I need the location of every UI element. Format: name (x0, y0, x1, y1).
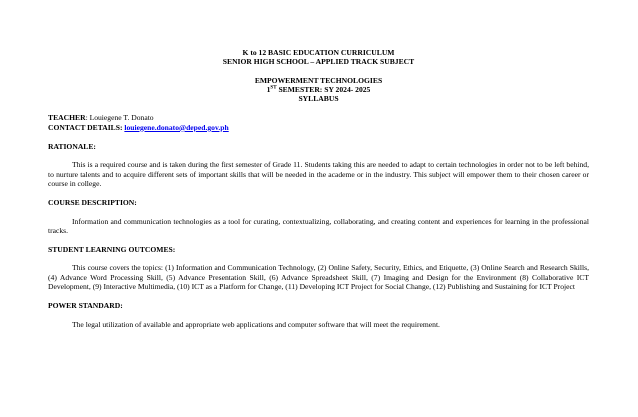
power-standard-text: The legal utilization of available and appropriate web applications and computer software that will meet the requirement. (72, 319, 440, 329)
teacher-name: : Louiegene T. Donato (85, 113, 154, 123)
header-syllabus: SYLLABUS (298, 94, 339, 104)
teacher-info (48, 113, 589, 132)
rationale-text: This is a required course and is taken during the first semester of Grade 11. Students taking this are needed to adapt to certain technologies in order not to be left behind, to nurture talents and to acquire different sets of important skills that will be needed in the academe or in the industry. This subject will empower them to their chosen career or course in college. (48, 160, 589, 188)
course-description-heading: COURSE DESCRIPTION: (48, 198, 137, 208)
rationale-heading: RATIONALE: (48, 142, 96, 152)
power-standard-heading: POWER STANDARD: (48, 301, 123, 311)
course-description-text: Information and communication technologies as a tool for curating, contextualizing, collaborating, and creating content and experiences for learning in the professional tracks. (48, 216, 589, 235)
header-semester: 1ST SEMESTER: SY 2024- 2025 (266, 84, 371, 94)
email-link[interactable]: louiegene.donato@deped.gov.ph (124, 122, 229, 132)
header-subject: EMPOWERMENT TECHNOLOGIES (254, 75, 383, 85)
header-track: SENIOR HIGH SCHOOL – APPLIED TRACK SUBJECT (222, 57, 415, 67)
header-curriculum: K to 12 BASIC EDUCATION CURRICULUM (242, 48, 395, 57)
outcomes-text: This course covers the topics: (1) Information and Communication Technology, (2) Online Safety, Security, Ethics, and Etiquette, (3) Online Search and Research Skills, (4) Advance Word Processing Skill, (5) Advance Presentation Skill, (6) Advance Spreadsheet Skill, (7) Imaging and Design for the Environment (8) Collaborative ICT Development, (9) Interactive Multimedia, (10) ICT as a Platform for Change, (11) Developing ICT Project for Social Change, (12) Publishing and Sustaining for ICT Project (48, 263, 589, 292)
document-header (48, 48, 589, 103)
teacher-line: TEACHER: Louiegene T. Donato (48, 113, 154, 123)
contact-line: CONTACT DETAILS: louiegene.donato@deped.gov.ph (48, 122, 229, 132)
syllabus-page (48, 48, 589, 329)
outcomes-heading: STUDENT LEARNING OUTCOMES: (48, 245, 176, 255)
